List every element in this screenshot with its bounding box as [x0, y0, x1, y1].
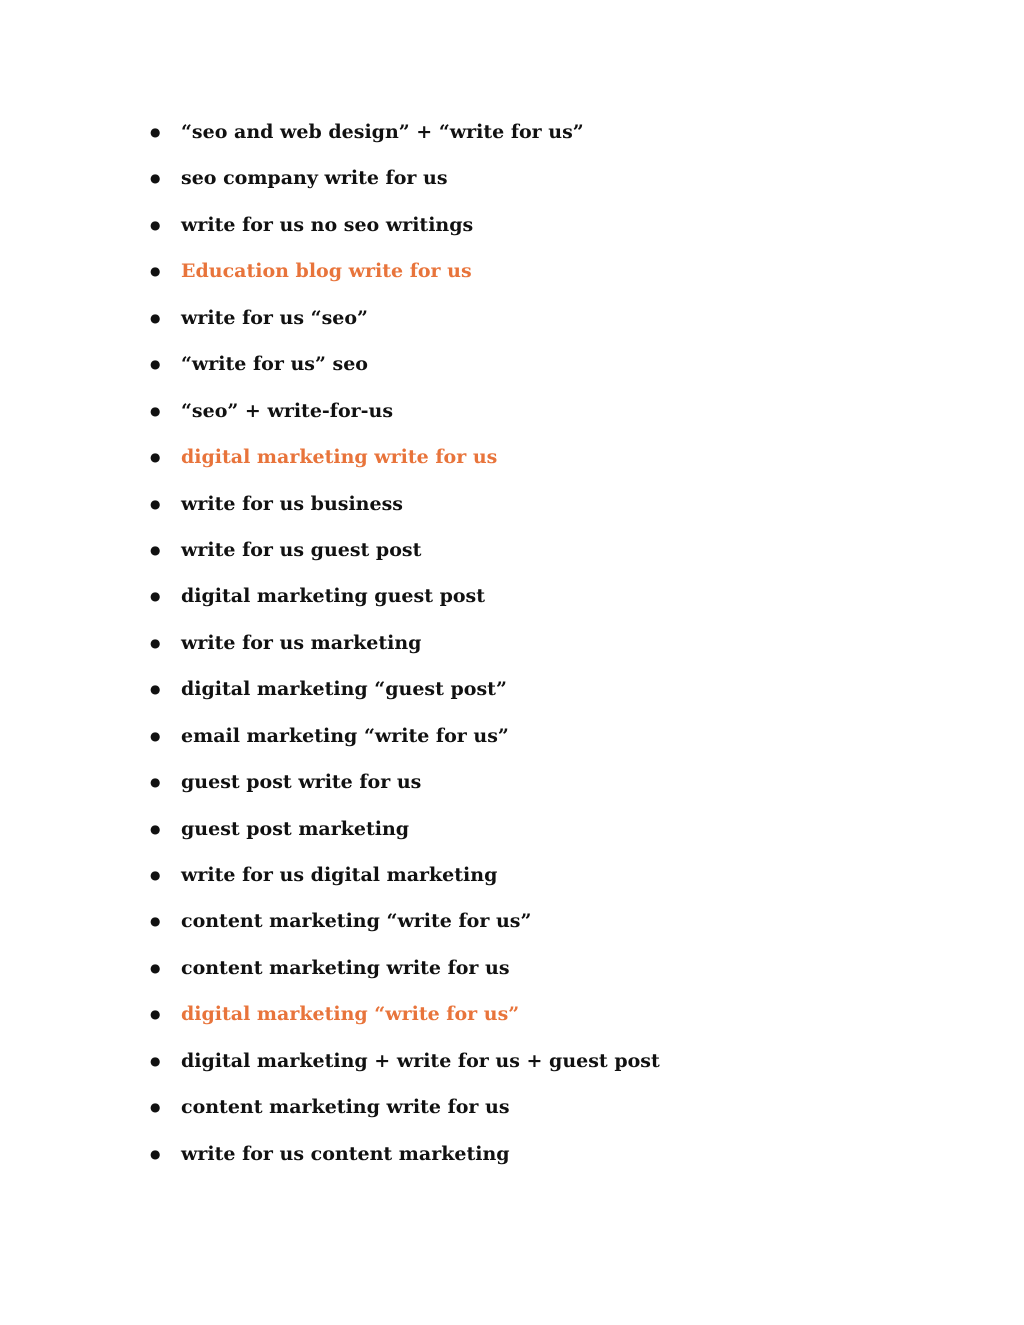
list-item-text: write for us guest post [181, 538, 422, 561]
list-item-text: “write for us” seo [181, 353, 368, 376]
bullet-icon: ● [150, 171, 161, 186]
bullet-icon: ● [150, 1100, 161, 1115]
keyword-list [150, 116, 950, 1184]
bullet-icon: ● [150, 914, 161, 929]
bullet-icon: ● [150, 125, 161, 139]
bullet-icon: ● [150, 217, 161, 232]
bullet-icon: ● [150, 1053, 161, 1068]
list-item-text: write for us business [181, 492, 403, 515]
bullet-icon: ● [150, 403, 161, 418]
list-item [150, 534, 950, 580]
list-item [150, 998, 950, 1044]
bullet-icon: ● [150, 728, 161, 743]
bullet-icon: ● [150, 821, 161, 836]
bullet-icon: ● [150, 868, 161, 882]
list-item-text: email marketing “write for us” [181, 724, 509, 747]
list-item-text: guest post marketing [181, 817, 410, 840]
list-item [150, 813, 950, 859]
bullet-icon: ● [150, 264, 161, 279]
list-item [150, 720, 950, 766]
list-item [150, 302, 950, 348]
list-item-text: seo company write for us [181, 167, 448, 190]
list-item-text: write for us digital marketing [181, 864, 498, 886]
list-item [150, 209, 950, 255]
list-item-text: digital marketing + write for us + guest post [181, 1049, 660, 1072]
list-item [150, 441, 950, 487]
list-item-text: write for us “seo” [181, 306, 368, 329]
list-item-text: digital marketing “write for us” [181, 1003, 520, 1026]
list-item [150, 766, 950, 812]
list-item [150, 348, 950, 394]
bullet-icon: ● [150, 310, 161, 325]
list-item-text: content marketing write for us [181, 1096, 510, 1119]
bullet-icon: ● [150, 775, 161, 790]
list-item [150, 905, 950, 951]
list-item-text: Education blog write for us [181, 260, 472, 283]
list-item [150, 1091, 950, 1137]
bullet-icon: ● [150, 542, 161, 557]
bullet-icon: ● [150, 357, 161, 372]
list-item [150, 859, 950, 905]
list-item [150, 162, 950, 208]
list-item-text: content marketing write for us [181, 956, 510, 979]
list-item-text: “seo” + write-for-us [181, 399, 394, 422]
list-item [150, 673, 950, 719]
list-item [150, 1045, 950, 1091]
list-item-text: “seo and web design” + “write for us” [181, 121, 584, 143]
bullet-icon: ● [150, 589, 161, 604]
list-item-text: content marketing “write for us” [181, 910, 532, 933]
list-item [150, 627, 950, 673]
list-item [150, 1138, 950, 1184]
list-item [150, 255, 950, 301]
list-item-text: guest post write for us [181, 771, 422, 794]
bullet-icon: ● [150, 960, 161, 975]
list-item [150, 580, 950, 626]
list-item-text: digital marketing guest post [181, 585, 486, 608]
bullet-icon: ● [150, 682, 161, 697]
list-item [150, 116, 950, 162]
bullet-icon: ● [150, 1007, 161, 1022]
list-item-text: digital marketing “guest post” [181, 678, 507, 701]
bullet-icon: ● [150, 635, 161, 650]
list-item-text: write for us content marketing [181, 1142, 510, 1165]
bullet-icon: ● [150, 496, 161, 511]
bullet-icon: ● [150, 450, 161, 465]
list-item-text: write for us no seo writings [181, 213, 474, 236]
bullet-icon: ● [150, 1146, 161, 1161]
list-item [150, 952, 950, 998]
list-item-text: write for us marketing [181, 631, 422, 654]
list-item-text: digital marketing write for us [181, 446, 498, 469]
list-item [150, 488, 950, 534]
list-item [150, 395, 950, 441]
